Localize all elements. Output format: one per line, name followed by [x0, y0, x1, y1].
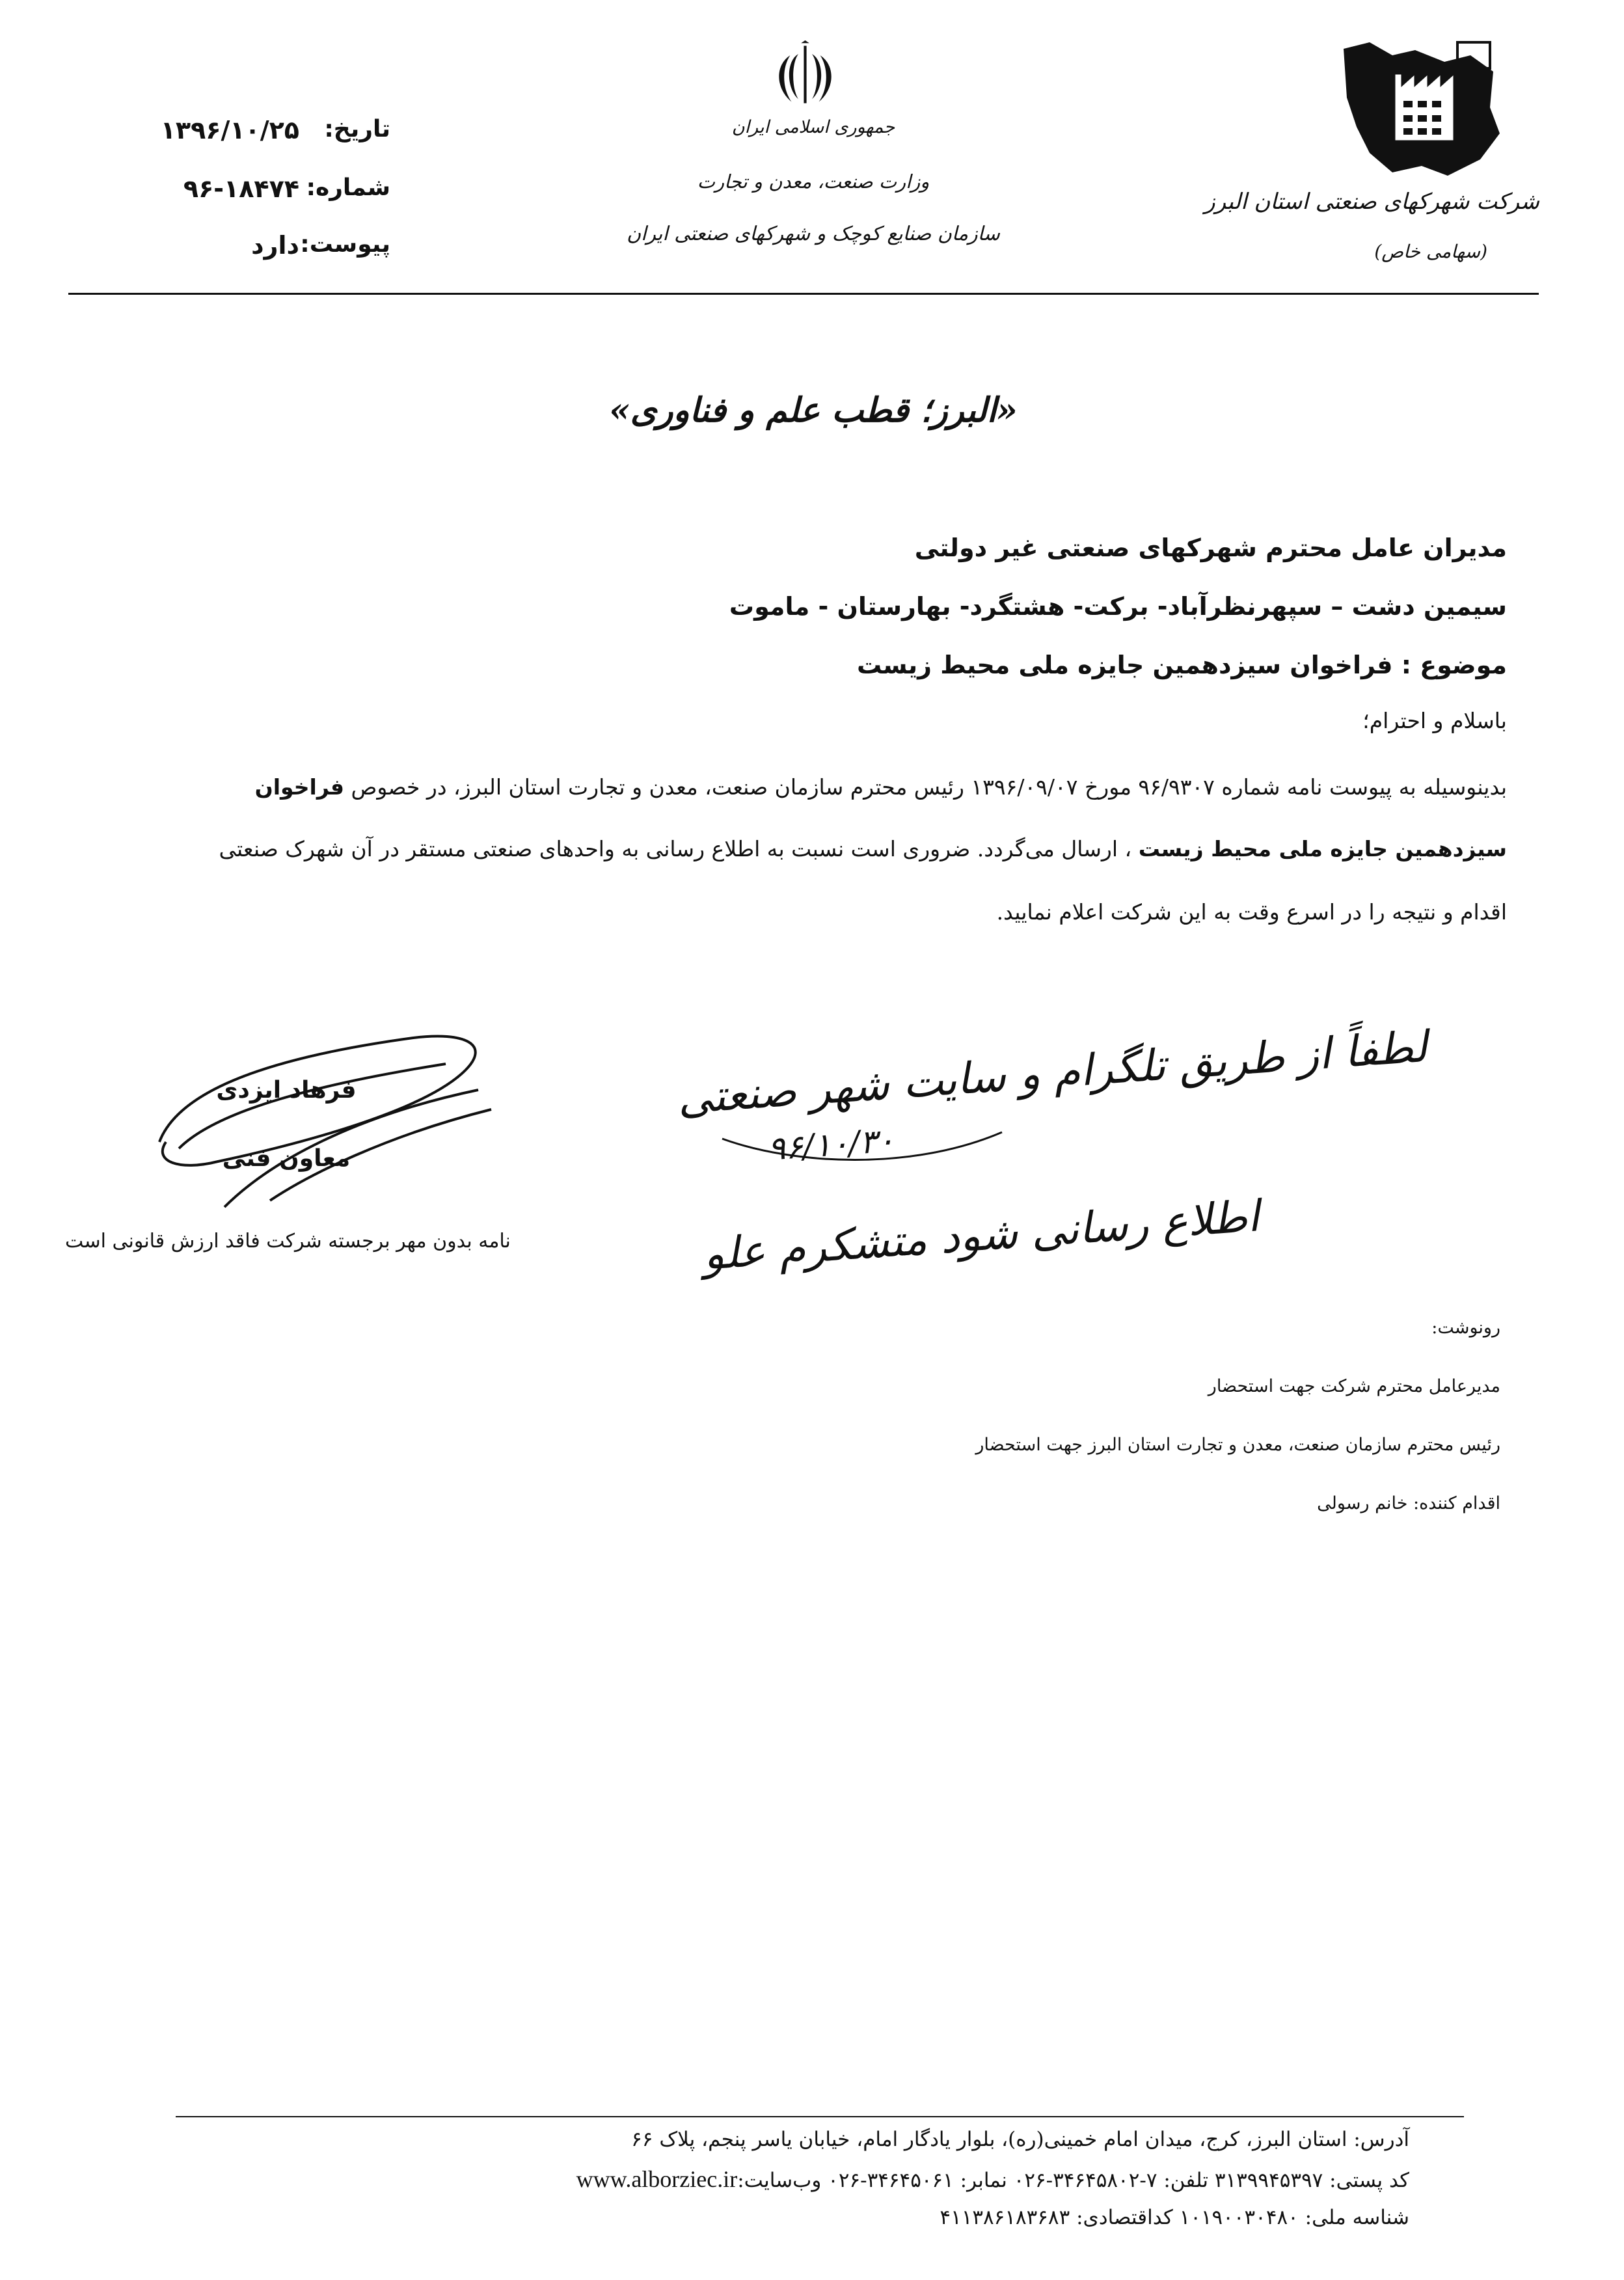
body-line-2-bold: سیزدهمین جایزه ملی محیط زیست	[1138, 836, 1507, 862]
number-label: شماره:	[306, 174, 390, 201]
body-line-1-bold: فراخوان	[254, 774, 344, 800]
company-logo-icon	[1331, 36, 1506, 189]
number-value: ۹۶-۱۸۴۷۴	[183, 174, 299, 203]
cc-item-1: مدیرعامل محترم شرکت جهت استحضار	[1208, 1376, 1500, 1396]
body-line-1	[255, 774, 1507, 800]
attachment-label: پیوست:	[300, 231, 390, 258]
header-divider	[68, 293, 1539, 295]
legal-notice: نامه بدون مهر برجسته شرکت فاقد ارزش قانونی است	[65, 1230, 511, 1253]
footer-ids: شناسه ملی: ۱۰۱۹۰۰۳۰۴۸۰ کداقتصادی: ۴۱۱۳۸۶۱۸۳۶۸۳	[940, 2206, 1409, 2229]
footer-address: آدرس: استان البرز، کرج، میدان امام خمینی(ره)، بلوار یادگار امام، خیابان یاسر پنجم، پلاک ۶۶	[631, 2128, 1409, 2151]
body-line-2-text: ، ارسال می‌گردد. ضروری است نسبت به اطلاع رسانی به واحدهای صنعتی مستقر در آن شهرک صنعتی	[219, 836, 1132, 862]
footer-contact	[576, 2165, 1409, 2193]
company-name: شرکت شهرکهای صنعتی استان البرز	[1204, 189, 1539, 215]
cc-item-2: رئیس محترم سازمان صنعت، معدن و تجارت استان البرز جهت استحضار	[975, 1435, 1500, 1455]
handwritten-note-line-2: اطلاع رسانی شود متشکرم علو	[701, 1191, 1261, 1280]
date-label: تاریخ:	[324, 116, 390, 142]
republic-text: جمهوری اسلامی ایران	[731, 117, 895, 137]
slogan: «البرز؛ قطب علم و فناوری»	[609, 390, 1018, 430]
date-row	[130, 116, 390, 155]
website-link[interactable]: www.alborziec.ir	[576, 2166, 738, 2192]
date-value: ۱۳۹۶/۱۰/۲۵	[160, 116, 299, 144]
recipients-line-1: مدیران عامل محترم شهرکهای صنعتی غیر دولتی	[914, 534, 1507, 562]
attachment-value: دارد	[251, 231, 299, 260]
handwritten-note-line-1: لطفاً از طریق تلگرام و سایت شهر صنعتی	[675, 1021, 1429, 1124]
body-line-2	[219, 836, 1507, 862]
number-row	[130, 174, 390, 213]
footer-divider	[176, 2116, 1464, 2117]
iran-emblem-icon	[771, 40, 839, 109]
signatory-name: فرهاد ایزدی	[216, 1077, 357, 1104]
attachment-row	[130, 231, 390, 270]
cc-action: اقدام کننده: خانم رسولی	[1317, 1493, 1500, 1513]
recipients-line-2: سیمین دشت – سپهرنظرآباد- برکت- هشتگرد- بهارستان - ماموت	[729, 592, 1507, 621]
ministry-text: وزارت صنعت، معدن و تجارت	[697, 170, 930, 193]
body-line-1-text: بدینوسیله به پیوست نامه شماره ۹۶/۹۳۰۷ مورخ ۱۳۹۶/۰۹/۰۷ رئیس محترم سازمان صنعت، معدن و تجارت استان البرز، در خصوص	[351, 774, 1507, 800]
signatory-title: معاون فنی	[222, 1145, 351, 1172]
signature-scribble-icon	[140, 1012, 504, 1227]
handwritten-note-date: ۹۶/۱۰/۳۰	[766, 1121, 896, 1168]
organization-text: سازمان صنایع کوچک و شهرکهای صنعتی ایران	[627, 223, 1000, 245]
footer-contact-text: کد پستی: ۳۱۳۹۹۴۵۳۹۷ تلفن: ۷-۳۴۶۴۵۸۰۲-۰۲۶ نمابر: ۳۴۶۴۵۰۶۱-۰۲۶ وب‌سایت:	[737, 2169, 1409, 2192]
greeting: باسلام و احترام؛	[1362, 708, 1507, 733]
company-type: (سهامی خاص)	[1374, 241, 1487, 262]
handwriting-stroke-icon	[716, 1119, 1015, 1191]
body-line-3: اقدام و نتیجه را در اسرع وقت به این شرکت اعلام نمایید.	[996, 899, 1507, 925]
cc-label: رونوشت:	[1431, 1318, 1500, 1338]
subject-line: موضوع : فراخوان سیزدهمین جایزه ملی محیط زیست	[856, 651, 1507, 679]
